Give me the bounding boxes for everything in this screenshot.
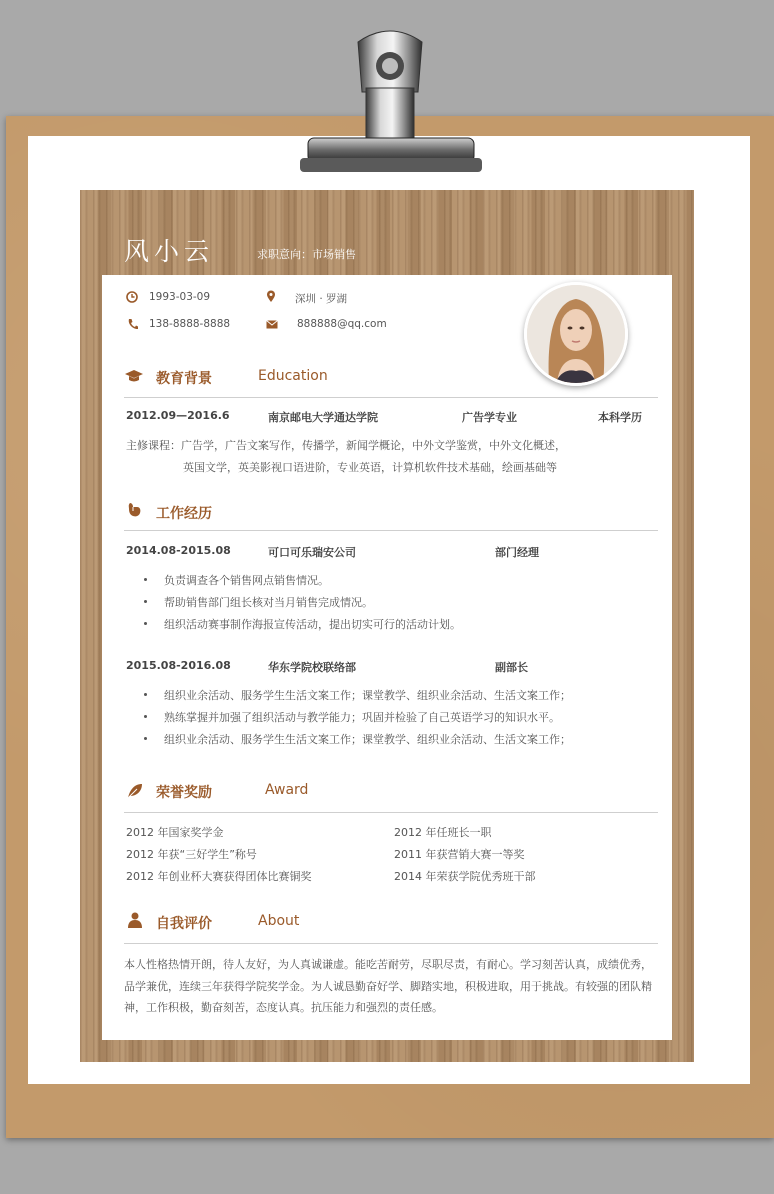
education-title: 教育背景 [156,371,212,387]
job-2-item: 熟练掌握并加强了组织活动与教学能力；巩固并检验了自己英语学习的知识水平。 [164,711,560,724]
education-major: 广告学专业 [462,411,517,424]
award-item: 2011 年获营销大赛一等奖 [394,848,525,861]
leaf-icon [127,783,143,799]
job-2-period: 2015.08-2016.08 [126,659,231,672]
education-courses-line-1: 主修课程：广告学，广告文案写作，传播学，新闻学概论，中外文学鉴赏，中外文化概述， [126,439,566,452]
profile-photo [524,282,628,386]
location-pin-icon [266,290,276,303]
job-1-period: 2014.08-2015.08 [126,544,231,557]
binder-clip-icon [0,0,774,200]
job-2-position: 副部长 [495,661,528,674]
award-item: 2012 年创业杯大赛获得团体比赛铜奖 [126,870,312,883]
education-degree: 本科学历 [598,411,642,424]
education-title-en: Education [258,368,328,384]
clock-icon [126,291,138,303]
award-item: 2012 年任班长一职 [394,826,492,839]
job-1-item: 组织活动赛事制作海报宣传活动，提出切实可行的活动计划。 [164,618,461,631]
portrait-image [527,285,625,383]
award-divider [124,812,658,813]
job-1-item: 帮助销售部门组长核对当月销售完成情况。 [164,596,373,609]
location: 深圳 · 罗湖 [295,293,348,305]
resume-name: 风小云 [124,237,215,266]
job-1-item: 负责调查各个销售网点销售情况。 [164,574,329,587]
job-2-item: 组织业余活动、服务学生生活文案工作；课堂教学、组织业余活动、生活文案工作； [164,733,571,746]
award-item: 2012 年获“三好学生”称号 [126,848,257,861]
education-period: 2012.09—2016.6 [126,409,230,422]
job-1-company: 可口可乐瑞安公司 [268,546,356,559]
education-courses-line-2: 英国文学，英美影视口语进阶，专业英语，计算机软件技术基础，绘画基础等 [183,461,557,474]
award-item: 2012 年国家奖学金 [126,826,224,839]
work-divider [124,530,658,531]
mail-icon [266,320,278,329]
graduation-cap-icon [125,370,143,382]
birth-date: 1993-03-09 [149,291,211,303]
briefcase-hand-icon [127,502,143,518]
about-divider [124,943,658,944]
person-icon [128,912,142,928]
work-title: 工作经历 [156,506,212,522]
phone-icon [127,318,138,330]
about-text: 本人性格热情开朗，待人友好，为人真诚谦虚。能吃苦耐劳，尽职尽责，有耐心。学习刻苦认真，成绩优秀，品学兼优，连续三年获得学院奖学金。为人诚恳勤奋好学、脚踏实地，积极进取，用于挑战。有较强的团队精神，工作积极，勤奋刻苦，态度认真。抗压能力和强烈的责任感。 [124,958,652,1014]
education-divider [124,397,658,398]
about-title: 自我评价 [156,916,212,932]
job-intent: 求职意向：市场销售 [257,248,356,261]
job-2-company: 华东学院校联络部 [268,661,356,674]
award-title: 荣誉奖励 [156,785,212,801]
email: 888888@qq.com [297,318,387,330]
award-title-en: Award [265,782,309,798]
phone-number: 138-8888-8888 [149,318,231,330]
award-item: 2014 年荣获学院优秀班干部 [394,870,536,883]
job-2-item: 组织业余活动、服务学生生活文案工作；课堂教学、组织业余活动、生活文案工作； [164,689,571,702]
job-1-position: 部门经理 [495,546,539,559]
about-title-en: About [258,913,300,929]
education-school: 南京邮电大学通达学院 [268,411,378,424]
